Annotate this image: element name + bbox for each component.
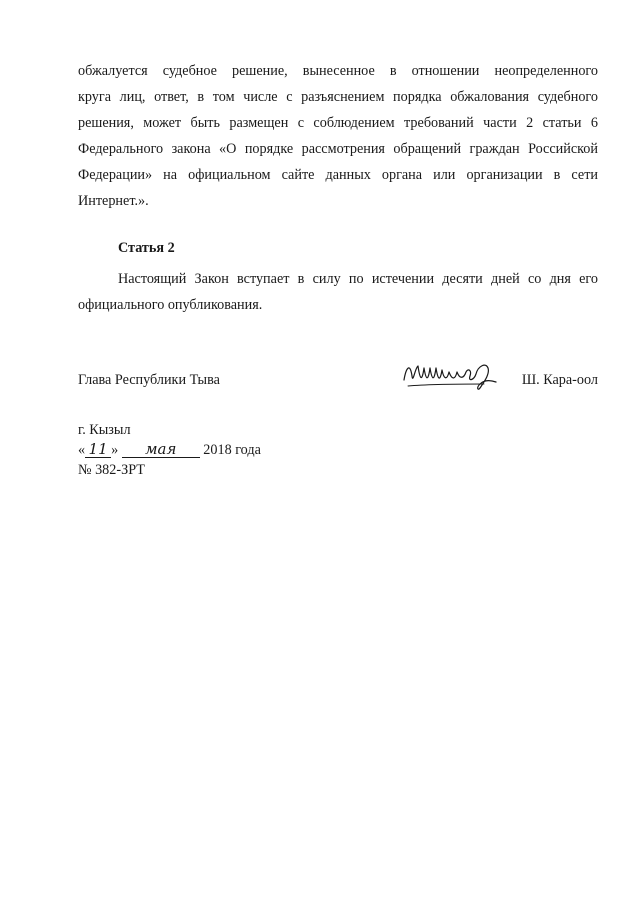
place-of-signing: г. Кызыл: [78, 422, 131, 438]
text-line: обжалуется судебное решение, вынесенное в отношении неопределенного: [78, 63, 598, 79]
signature-block: [78, 372, 598, 398]
signatory-title: Глава Республики Тыва: [78, 372, 220, 388]
text-line: Федерации» на официальном сайте данных органа или организации в сети: [78, 167, 598, 183]
date-open-quote: «: [78, 442, 86, 458]
article-paragraph: [78, 266, 598, 318]
date-day: 11: [85, 441, 111, 458]
text-line: Федерального закона «О порядке рассмотрения обращений граждан Российской: [78, 141, 598, 157]
text-line: Настоящий Закон вступает в силу по истечении десяти дней со дня его: [118, 271, 598, 287]
text-line: решения, может быть размещен с соблюдением требований части 2 статьи 6: [78, 115, 598, 131]
signing-date: [78, 440, 261, 460]
date-close-quote: »: [111, 442, 119, 458]
handwritten-signature: [400, 358, 500, 392]
law-number: № 382-ЗРТ: [78, 462, 145, 478]
text-line: Интернет.».: [78, 193, 149, 209]
text-line: круга лиц, ответ, в том числе с разъяснением порядка обжалования судебного: [78, 89, 598, 105]
signatory-name: Ш. Кара-оол: [521, 372, 598, 388]
date-month: мая: [122, 441, 200, 458]
date-year: 2018 года: [199, 442, 261, 458]
continuation-paragraph: [78, 58, 598, 214]
article-heading: Статья 2: [118, 240, 175, 256]
document-footer: [78, 420, 261, 480]
text-line: официального опубликования.: [78, 297, 263, 313]
